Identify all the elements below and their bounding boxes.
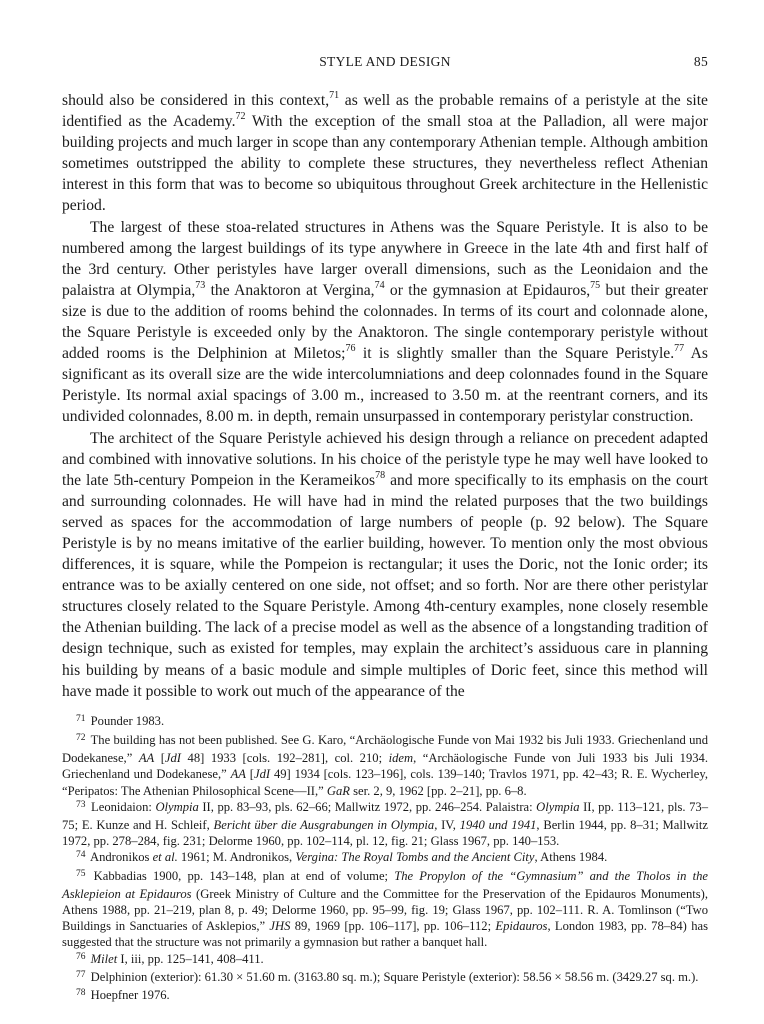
italic-text: Olympia [155,799,199,814]
italic-text: AA [230,767,246,782]
body-paragraph: should also be considered in this context,$^{71}$ as well as the probable remains of a peristyle at the site identified as the Academy.$^{72}$ With the exception of the small stoa at the Palladion, all were major building projects and much larger in scope than any contemporary Athenian temple. Although ambition sometimes outstripped the ability to complete these structures, they nevertheless reflect Athenian interest in this form that was to become so ubiquitous throughout Greek architecture in the Hellenistic period. [62,89,708,215]
page-number: 85 [693,54,708,69]
footnote: $^{73}$ Leonidaion: Olympia II, pp. 83–93, pls. 62–66; Mallwitz 1972, pp. 246–254. Palaistra: Olympia II, pp. 113–121, pls. 73–75; E. Kunze and H. Schleif, Bericht über die Ausgrabungen in Olympia, IV, 1940 und 1941, Berlin 1944, pp. 8–31; Mallwitz 1972, pp. 278–284, fig. 231; Delorme 1960, pp. 102–114, pl. 12, fig. 21; Glass 1967, pp. 140–153. [62,799,709,849]
italic-text: The Propylon of the “Gymnasium” and the Tholos in the Asklepieion at Epidauros [62,868,708,901]
footnote-ref: 72 [235,110,246,122]
footnote: $^{76}$ Milet I, iii, pp. 125–141, 408–411. [76,951,264,966]
italic-text: Olympia [536,799,580,814]
footnote-ref: 77 [674,342,685,354]
footnote: $^{78}$ Hoepfner 1976. [76,987,170,1002]
running-title: STYLE AND DESIGN [319,54,451,69]
footnote-ref: 75 [590,279,601,291]
footnote-number: 72 [76,732,86,743]
italic-text: Bericht über die Ausgrabungen in Olympia [213,817,435,832]
italic-text: JdI [164,751,182,766]
italic-text: JdI [254,767,271,782]
italic-text: AA [138,751,155,766]
page-header [62,52,708,74]
italic-text: JHS [269,919,291,934]
document-page [62,52,708,1012]
footnote-number: 74 [76,850,86,861]
italic-text: GaR [326,783,350,798]
footnote: $^{75}$ Kabbadias 1900, pp. 143–148, plan at end of volume; The Propylon of the “Gymnasium” and the Tholos in the Asklepieion at Epidauros (Greek Ministry of Culture and the Committee for the Preservation of the Epidauros Monuments), Athens 1988, pp. 21–219, plan 8, p. 49; Delorme 1960, pp. 95–99, fig. 19; Glass 1967, pp. 102–111. R. A. Tomlinson (“Two Buildings in Sanctuaries of Asklepios,” JHS 89, 1969 [pp. 106–117], pp. 106–112; Epidauros, London 1983, pp. 78–84) has suggested that the structure was not primarily a gymnasion but rather a banquet hall. [62,868,708,950]
italic-text: Epidauros [495,919,548,934]
footnote-number: 77 [76,969,86,980]
body-paragraph: The largest of these stoa-related structures in Athens was the Square Peristyle. It is also to be numbered among the largest buildings of its type anywhere in Greece in the late 4th and first half of the 3rd century. Other peristyles have larger overall dimensions, such as the Leonidaion and the palaistra at Olympia,$^{73}$ the Anaktoron at Vergina,$^{74}$ or the gymnasion at Epidauros,$^{75}$ but their greater size is due to the addition of rooms behind the colonnades. In terms of its court and colonnade alone, the Square Peristyle is exceeded only by the Anaktoron. The single contemporary peristyle without added rooms is the Delphinion at Miletos;$^{76}$ it is slightly smaller than the Square Peristyle.$^{77}$ As significant as its overall size are the wide intercolumniations and deep colonnades found in the Square Peristyle. Its normal axial spacings of 3.00 m., increased to 3.50 m. at the reentrant corners, and its undivided colonnades, 8.00 m. in depth, remain unsurpassed in contemporary peristylar construction. [62,218,708,426]
footnote-number: 78 [76,987,86,998]
footnote: $^{72}$ The building has not been published. See G. Karo, “Archäologische Funde von Mai 1932 bis Juli 1933. Griechenland und Dodekanese,” AA [JdI 48] 1933 [cols. 192–281], col. 210; idem, “Archäologische Funde von Juli 1933 bis Juli 1934. Griechenland und Dodekanese,” AA [JdI 49] 1934 [cols. 123–196], cols. 139–140; Travlos 1971, pp. 42–43; R. E. Wycherley, “Peripatos: The Athenian Philosophical Scene—II,” GaR ser. 2, 9, 1962 [pp. 2–21], pp. 6–8. [62,732,709,798]
body-paragraph: The architect of the Square Peristyle achieved his design through a reliance on precedent adapted and combined with innovative solutions. In his choice of the peristyle type he may well have looked to the late 5th-century Pompeion in the Kerameikos$^{78}$ and more specifically to its emphasis on the court and surrounding colonnades. He will have had in mind the related purposes that the two buildings served as spaces for the accommodation of large numbers of people (p. 92 below). The Square Peristyle is by no means imitative of the earlier building, however. To mention only the most obvious differences, it is square, while the Pompeion is rectangular; it uses the Doric, not the Ionic order; its entrance was to be axially centered on one side, not offset; and so forth. Nor are there other peristylar structures closely related to the Square Peristyle. Among 4th-century examples, none closely resemble the Athenian building. The lack of a precise model as well as the absence of a longstanding tradition of design technique, such as existed for temples, may explain the architect’s assiduous care in planning his building by means of a basic module and simple multiples of Doric feet, since this method will have made it possible to work out much of the appearance of the [62,429,709,700]
footnote-ref: 78 [375,469,386,481]
footnote-number: 71 [76,713,86,724]
footnote-ref: 71 [329,89,340,101]
footnote-number: 75 [76,868,86,879]
footnote: $^{74}$ Andronikos et al. 1961; M. Andronikos, Vergina: The Royal Tombs and the Ancient City, Athens 1984. [76,850,608,865]
footnote-number: 73 [76,799,86,810]
italic-text: Milet [90,951,118,966]
italic-text: 1940 und 1941 [459,817,537,832]
footnote: $^{71}$ Pounder 1983. [76,713,165,728]
footnotes [62,713,708,1005]
footnote-ref: 74 [374,279,385,291]
body-text [62,90,708,702]
italic-text: et al. [152,850,178,865]
italic-text: Vergina: The Royal Tombs and the Ancient City [295,850,535,865]
footnote-ref: 73 [195,279,206,291]
footnote-ref: 76 [345,342,356,354]
footnote: $^{77}$ Delphinion (exterior): 61.30 × 51.60 m. (3163.80 sq. m.); Square Peristyle (exterior): 58.56 × 58.56 m. (3429.27 sq. m.). [76,969,699,984]
footnote-number: 76 [76,951,86,962]
italic-text: idem [388,751,414,766]
